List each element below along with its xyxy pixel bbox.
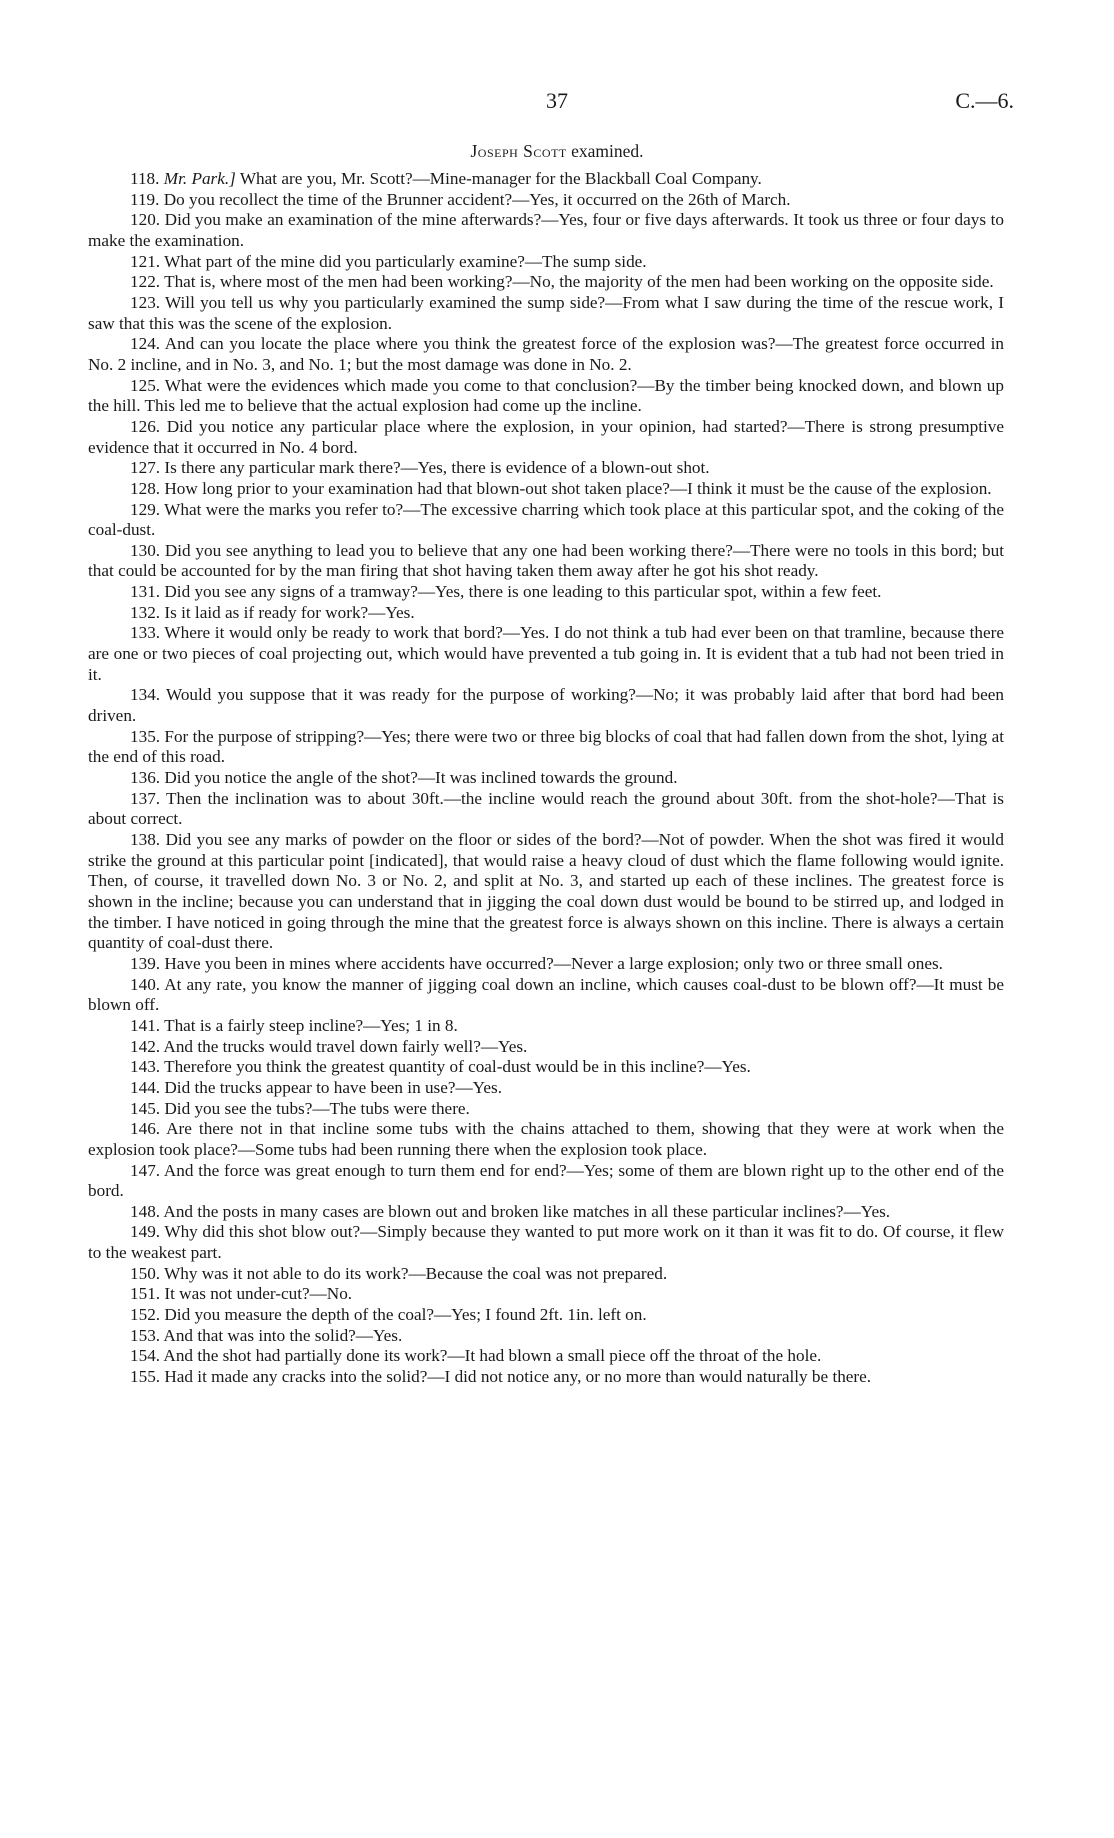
testimony-paragraph: 139. Have you been in mines where accidents have occurred?—Never a large explosion; only two or three small ones.	[130, 953, 943, 973]
section-heading	[0, 141, 1114, 162]
testimony-paragraph: 124. And can you locate the place where you think the greatest force of the explosion was?—The greatest force occurred in No. 2 incline, and in No. 3, and No. 1; but the most damage was done in No. 2.	[88, 334, 1004, 374]
testimony-paragraph: 125. What were the evidences which made you come to that conclusion?—By the timber being knocked down, and blown up the hill. This led me to believe that the actual explosion had come up the incline.	[88, 375, 1004, 416]
testimony-paragraph: 134. Would you suppose that it was ready for the purpose of working?—No; it was probably laid after that bord had been driven.	[88, 685, 1004, 726]
testimony-paragraph: 120. Did you make an examination of the mine afterwards?—Yes, four or five days afterwards. It took us three or four days to make the examination.	[88, 210, 1004, 250]
testimony-paragraph: 145. Did you see the tubs?—The tubs were there.	[130, 1098, 470, 1118]
testimony-paragraph: 126. Did you notice any particular place where the explosion, in your opinion, had started?—There is strong presumptive evidence that it occurred in No. 4 bord.	[88, 416, 1004, 457]
testimony-paragraph: 140. At any rate, you know the manner of jigging coal down an incline, which causes coal-dust to be blown off?—It must be blown off.	[88, 974, 1004, 1015]
testimony-paragraph: 147. And the force was great enough to turn them end for end?—Yes; some of them are blown right up to the other end of the bord.	[88, 1160, 1004, 1201]
testimony-paragraph: 135. For the purpose of stripping?—Yes; there were two or three big blocks of coal that had fallen down from the shot, lying at the end of this road.	[88, 726, 1004, 767]
testimony-paragraph	[88, 169, 1004, 190]
speaker-label: Mr. Park.]	[163, 169, 236, 188]
question-number: 118.	[130, 169, 164, 188]
witness-name: Joseph Scott	[470, 141, 567, 161]
testimony-paragraph: 133. Where it would only be ready to work that bord?—Yes. I do not think a tub had ever been on that tramline, because there are one or two pieces of coal projecting out, which would have prevented a tub going in. It is evident that a tub had not been tried in it.	[88, 623, 1004, 684]
testimony-paragraph: 152. Did you measure the depth of the coal?—Yes; I found 2ft. 1in. left on.	[130, 1305, 647, 1325]
testimony-paragraph: 149. Why did this shot blow out?—Simply because they wanted to put more work on it than it was fit to do. Of course, it flew to the weakest part.	[88, 1222, 1004, 1263]
testimony-paragraph: 136. Did you notice the angle of the shot?—It was inclined towards the ground.	[130, 768, 678, 788]
testimony-paragraph: 151. It was not under-cut?—No.	[130, 1284, 353, 1304]
testimony-paragraph: 121. What part of the mine did you particularly examine?—The sump side.	[130, 251, 647, 271]
testimony-paragraph: 132. Is it laid as if ready for work?—Yes.	[130, 602, 415, 622]
testimony-paragraph: 150. Why was it not able to do its work?—Because the coal was not prepared.	[130, 1263, 668, 1283]
testimony-paragraph: 153. And that was into the solid?—Yes.	[130, 1325, 403, 1345]
testimony-paragraph: 127. Is there any particular mark there?—Yes, there is evidence of a blown-out shot.	[130, 458, 710, 478]
testimony-paragraph: 143. Therefore you think the greatest quantity of coal-dust would be in this incline?—Yes.	[130, 1057, 751, 1077]
testimony-paragraph: 144. Did the trucks appear to have been in use?—Yes.	[130, 1077, 502, 1097]
witness-suffix: examined.	[571, 141, 644, 161]
testimony-paragraph: 146. Are there not in that incline some tubs with the chains attached to them, showing that they were at work when the explosion took place?—Some tubs had been running there when the explosion took place.	[88, 1119, 1004, 1159]
page-number: 37	[546, 88, 568, 113]
testimony-paragraph: 123. Will you tell us why you particularly examined the sump side?—From what I saw during the time of the rescue work, I saw that this was the scene of the explosion.	[88, 292, 1004, 333]
page-header	[0, 88, 1114, 118]
testimony-paragraph: 131. Did you see any signs of a tramway?—Yes, there is one leading to this particular spot, within a few feet.	[130, 582, 882, 602]
testimony-body	[88, 169, 1004, 1388]
testimony-paragraph: 128. How long prior to your examination had that blown-out shot taken place?—I think it must be the cause of the explosion.	[130, 478, 992, 498]
testimony-paragraph: 155. Had it made any cracks into the solid?—I did not notice any, or no more than would naturally be there.	[130, 1367, 872, 1387]
testimony-paragraph: 141. That is a fairly steep incline?—Yes; 1 in 8.	[130, 1015, 458, 1035]
testimony-paragraph: 137. Then the inclination was to about 30ft.—the incline would reach the ground about 30ft. from the shot-hole?—That is about correct.	[88, 788, 1004, 829]
paragraph-text: What are you, Mr. Scott?—Mine-manager for the Blackball Coal Company.	[235, 169, 762, 188]
testimony-paragraph: 148. And the posts in many cases are blown out and broken like matches in all these particular inclines?—Yes.	[130, 1201, 891, 1221]
document-code: C.—6.	[955, 88, 1014, 113]
testimony-paragraph: 142. And the trucks would travel down fairly well?—Yes.	[130, 1036, 528, 1056]
testimony-paragraph: 154. And the shot had partially done its work?—It had blown a small piece off the throat of the hole.	[130, 1346, 822, 1366]
testimony-paragraph: 129. What were the marks you refer to?—The excessive charring which took place at this particular spot, and the coking of the coal-dust.	[88, 499, 1004, 540]
testimony-paragraph: 122. That is, where most of the men had been working?—No, the majority of the men had been working on the opposite side.	[130, 272, 994, 292]
testimony-paragraph: 138. Did you see any marks of powder on the floor or sides of the bord?—Not of powder. When the shot was fired it would strike the ground at this particular point [indicated], that would raise a heavy cloud of dust which the flame following would ignite. Then, of course, it travelled down No. 3 or No. 2, and split at No. 3, and started up each of these inclines. The greatest force is shown in the incline; because you can understand that in jigging the coal down dust would be bound to be stirred up, and lodged in the timber. I have noticed in going through the mine that the greatest force is always shown on this incline. There is always a certain quantity of coal-dust there.	[88, 830, 1004, 953]
testimony-paragraph: 119. Do you recollect the time of the Brunner accident?—Yes, it occurred on the 26th of March.	[130, 189, 791, 209]
testimony-paragraph: 130. Did you see anything to lead you to believe that any one had been working there?—There were no tools in this bord; but that could be accounted for by the man firing that shot having taken them away after he got his shot ready.	[88, 540, 1004, 581]
